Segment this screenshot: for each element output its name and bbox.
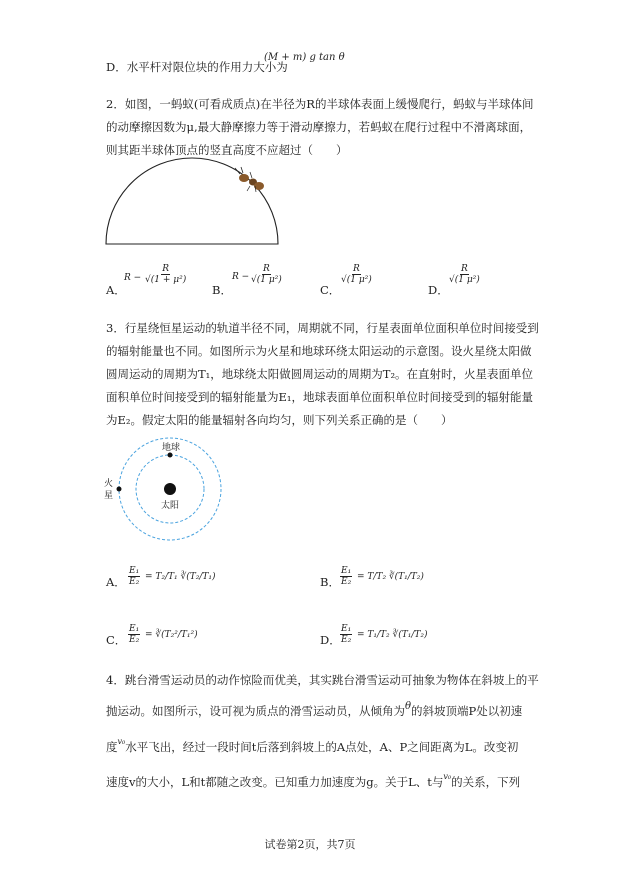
q2-option-d: D． — [428, 283, 449, 297]
q4-line-1: 4．跳台滑雪运动员的动作惊险而优美，其实跳台滑雪运动可抽象为物体在斜坡上的平 — [106, 673, 539, 687]
q2-option-c: C． — [320, 283, 341, 297]
q2-option-b: B． — [212, 283, 232, 297]
q2-option-a-fraction: $\frac{R}{\text{√(1 + μ²)}}$ — [145, 264, 187, 285]
q3-option-d-lhs: $\frac{\text{E₁}}{\text{E₂}}$ — [341, 624, 352, 645]
q3-option-d: D． — [320, 633, 341, 647]
page-footer: 试卷第2页，共7页 — [264, 838, 356, 851]
mars-label-bottom: 星 — [104, 491, 114, 501]
sun-icon — [164, 483, 176, 495]
earth-label: 地球 — [162, 443, 181, 453]
q1-option-d-formula: (M + m) g tan θ — [264, 52, 345, 63]
q2-line-2: 的动摩擦因数为μ,最大静摩擦力等于滑动摩擦力，若蚂蚁在爬行过程中不滑离球面， — [106, 120, 532, 134]
q2-option-b-pre: R − — [232, 272, 250, 282]
q3-option-b: B． — [320, 575, 340, 589]
q4-line-2: 抛运动。如图所示，设可视为质点的滑雪运动员，从倾角为θ的斜坡顶端P处以初速 — [106, 701, 523, 718]
q4-line-4: 速度v的大小，L和t都随之改变。已知重力加速度为g。关于L、t与$^{v_0}$的关系，下列 — [106, 772, 521, 789]
q1-option-d — [106, 59, 288, 75]
q3-option-b-rhs: = T/T₂ ∛(T₁/T₂) — [357, 572, 424, 582]
q3-option-a: A． — [106, 575, 126, 589]
q3-line-2: 的辐射能量也不同。如图所示为火星和地球环绕太阳运动的示意图。设火星绕太阳做 — [106, 344, 532, 358]
q4-line-3: 度$^{v_0}$水平飞出，经过一段时间t后落到斜坡上的A点处，A、P之间距离为L。改变初 — [106, 737, 519, 754]
q3-line-3: 圆周运动的周期为T₁，地球绕太阳做圆周运动的周期为T₂。在直射时，火星表面单位 — [106, 367, 534, 381]
q2-option-c-fraction: $\frac{R}{\text{√(1 μ²)}}$ — [341, 264, 372, 285]
sun-label: 太阳 — [161, 501, 180, 511]
earth-icon — [168, 453, 173, 458]
q3-option-c-rhs: = ∛(T₂²/T₁²) — [145, 630, 198, 640]
q3-line-5: 为E₂。假定太阳的能量辐射各向均匀，则下列关系正确的是（ ） — [106, 413, 453, 427]
q3-option-a-rhs: = T₂/T₁ ∛(T₂/T₁) — [145, 572, 216, 582]
q2-option-d-fraction: $\frac{R}{\text{√(1 μ²)}}$ — [449, 264, 480, 285]
orbit-diagram — [104, 436, 224, 546]
q2-line-1: 2．如图，一蚂蚁(可看成质点)在半径为R的半球体表面上缓慢爬行，蚂蚁与半球体间 — [106, 97, 534, 111]
q2-option-a-pre: R − — [124, 273, 142, 283]
q3-option-d-rhs: = T₁/T₂ ∛(T₁/T₂) — [357, 630, 428, 640]
q1-option-d-text: D．水平杆对限位块的作用力大小为 — [106, 60, 288, 74]
q3-option-c: C． — [106, 633, 127, 647]
mars-label-top: 火 — [104, 479, 114, 489]
q3-option-c-lhs: $\frac{\text{E₁}}{\text{E₂}}$ — [129, 624, 140, 645]
hemisphere-diagram — [104, 158, 284, 248]
q3-option-b-lhs: $\frac{\text{E₁}}{\text{E₂}}$ — [341, 566, 352, 587]
q3-line-1: 3．行星绕恒星运动的轨道半径不同，周期就不同，行星表面单位面积单位时间接受到 — [106, 321, 539, 335]
q3-option-a-lhs: $\frac{\text{E₁}}{\text{E₂}}$ — [129, 566, 140, 587]
q2-option-b-fraction: $\frac{R}{\text{√(1 μ²)}}$ — [251, 264, 282, 285]
q2-line-3: 则其距半球体顶点的竖直高度不应超过（ ） — [106, 143, 348, 157]
q2-option-a: A． R − — [106, 273, 142, 297]
q3-line-4: 面积单位时间接受到的辐射能量为E₁，地球表面单位面积单位时间接受到的辐射能量 — [106, 390, 534, 404]
mars-icon — [117, 487, 122, 492]
